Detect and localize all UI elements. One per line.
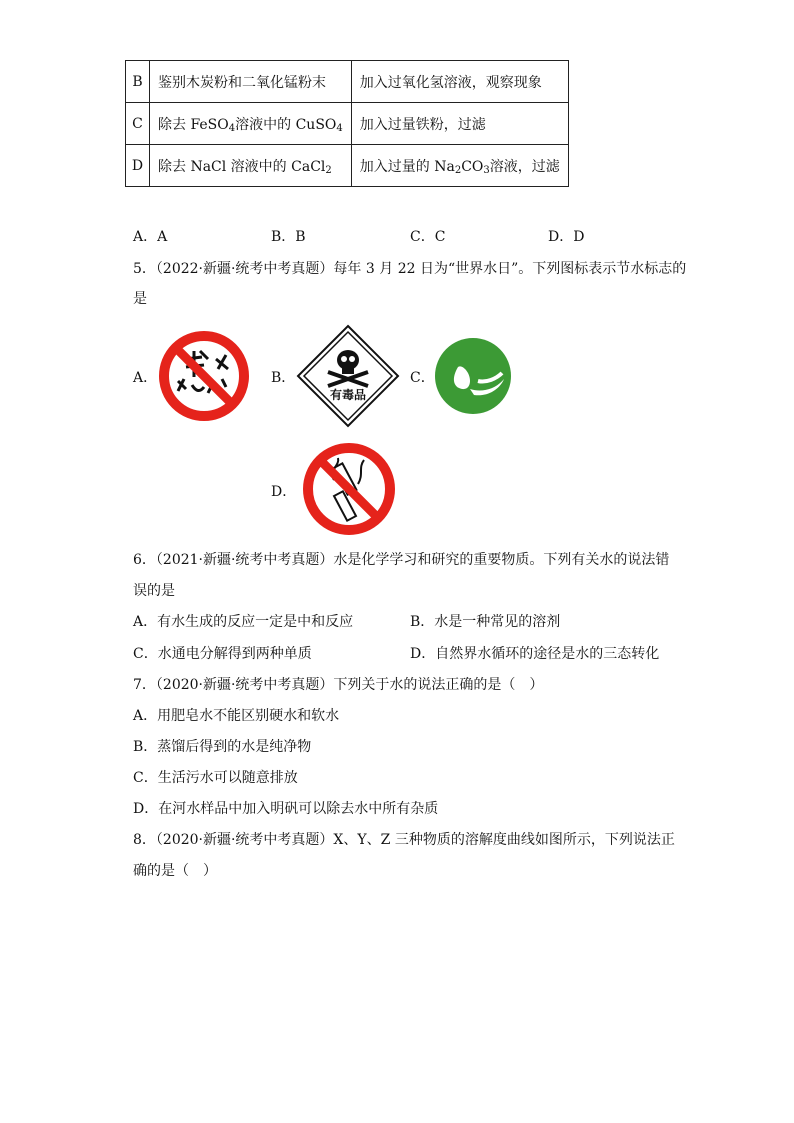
toxic-label: 有毒品: [329, 388, 367, 402]
row-id: D: [126, 145, 150, 187]
q5-stem-cont: 是: [133, 291, 147, 307]
q5-label-d[interactable]: D．: [271, 484, 297, 500]
q8-stem: 8．（2020·新疆·统考中考真题）X、Y、Z 三种物质的溶解度曲线如图所示，下列说法正: [133, 832, 675, 848]
no-littering-icon: [156, 329, 252, 423]
q6-stem-cont: 误的是: [133, 583, 175, 599]
q6-choice-d[interactable]: D．自然界水循环的途径是水的三态转化: [410, 646, 660, 662]
q7-stem: 7．（2020·新疆·统考中考真题）下列关于水的说法正确的是（ ）: [133, 677, 544, 693]
table-row: [126, 145, 569, 187]
row-id: B: [126, 61, 150, 103]
row-purpose: 鉴别木炭粉和二氧化锰粉末: [150, 61, 352, 103]
row-method: 加入过氧化氢溶液，观察现象: [351, 61, 568, 103]
q4-choice-d[interactable]: D．D: [548, 229, 585, 245]
row-purpose: 除去 NaCl 溶液中的 CaCl$_2$: [150, 145, 352, 187]
row-method: 加入过量铁粉，过滤: [351, 103, 568, 145]
water-saving-icon: [434, 337, 512, 415]
q6-choice-a[interactable]: A．有水生成的反应一定是中和反应: [133, 614, 354, 630]
q5-stem: 5．（2022·新疆·统考中考真题）每年 3 月 22 日为“世界水日”。下列图标表示节水标志的: [133, 261, 687, 277]
q6-choice-c[interactable]: C．水通电分解得到两种单质: [133, 646, 312, 662]
row-purpose: 除去 FeSO$_4$溶液中的 CuSO$_4$: [150, 103, 352, 145]
q8-stem-cont: 确的是（ ）: [133, 863, 217, 879]
q6-choice-b[interactable]: B．水是一种常见的溶剂: [410, 614, 561, 630]
no-smoking-icon: [300, 440, 398, 538]
table-row: [126, 61, 569, 103]
q5-label-b[interactable]: B．: [271, 370, 296, 386]
toxic-substance-icon: [296, 324, 400, 428]
q7-choice-a[interactable]: A．用肥皂水不能区别硬水和软水: [133, 708, 340, 724]
q5-label-c[interactable]: C．: [410, 370, 435, 386]
q4-choice-b[interactable]: B．B: [271, 229, 306, 245]
q7-choice-c[interactable]: C．生活污水可以随意排放: [133, 770, 298, 786]
q6-stem: 6．（2021·新疆·统考中考真题）水是化学学习和研究的重要物质。下列有关水的说法错: [133, 552, 670, 568]
q7-choice-d[interactable]: D．在河水样品中加入明矾可以除去水中所有杂质: [133, 801, 439, 817]
q7-choice-b[interactable]: B．蒸馏后得到的水是纯净物: [133, 739, 312, 755]
q4-choice-a[interactable]: A．A: [133, 229, 168, 245]
row-method: 加入过量的 $Na_2CO_3$溶液，过滤: [351, 145, 568, 187]
row-id: C: [126, 103, 150, 145]
q4-choice-c[interactable]: C．C: [410, 229, 446, 245]
options-table: [125, 60, 569, 187]
q5-label-a[interactable]: A．: [133, 370, 158, 386]
table-row: [126, 103, 569, 145]
